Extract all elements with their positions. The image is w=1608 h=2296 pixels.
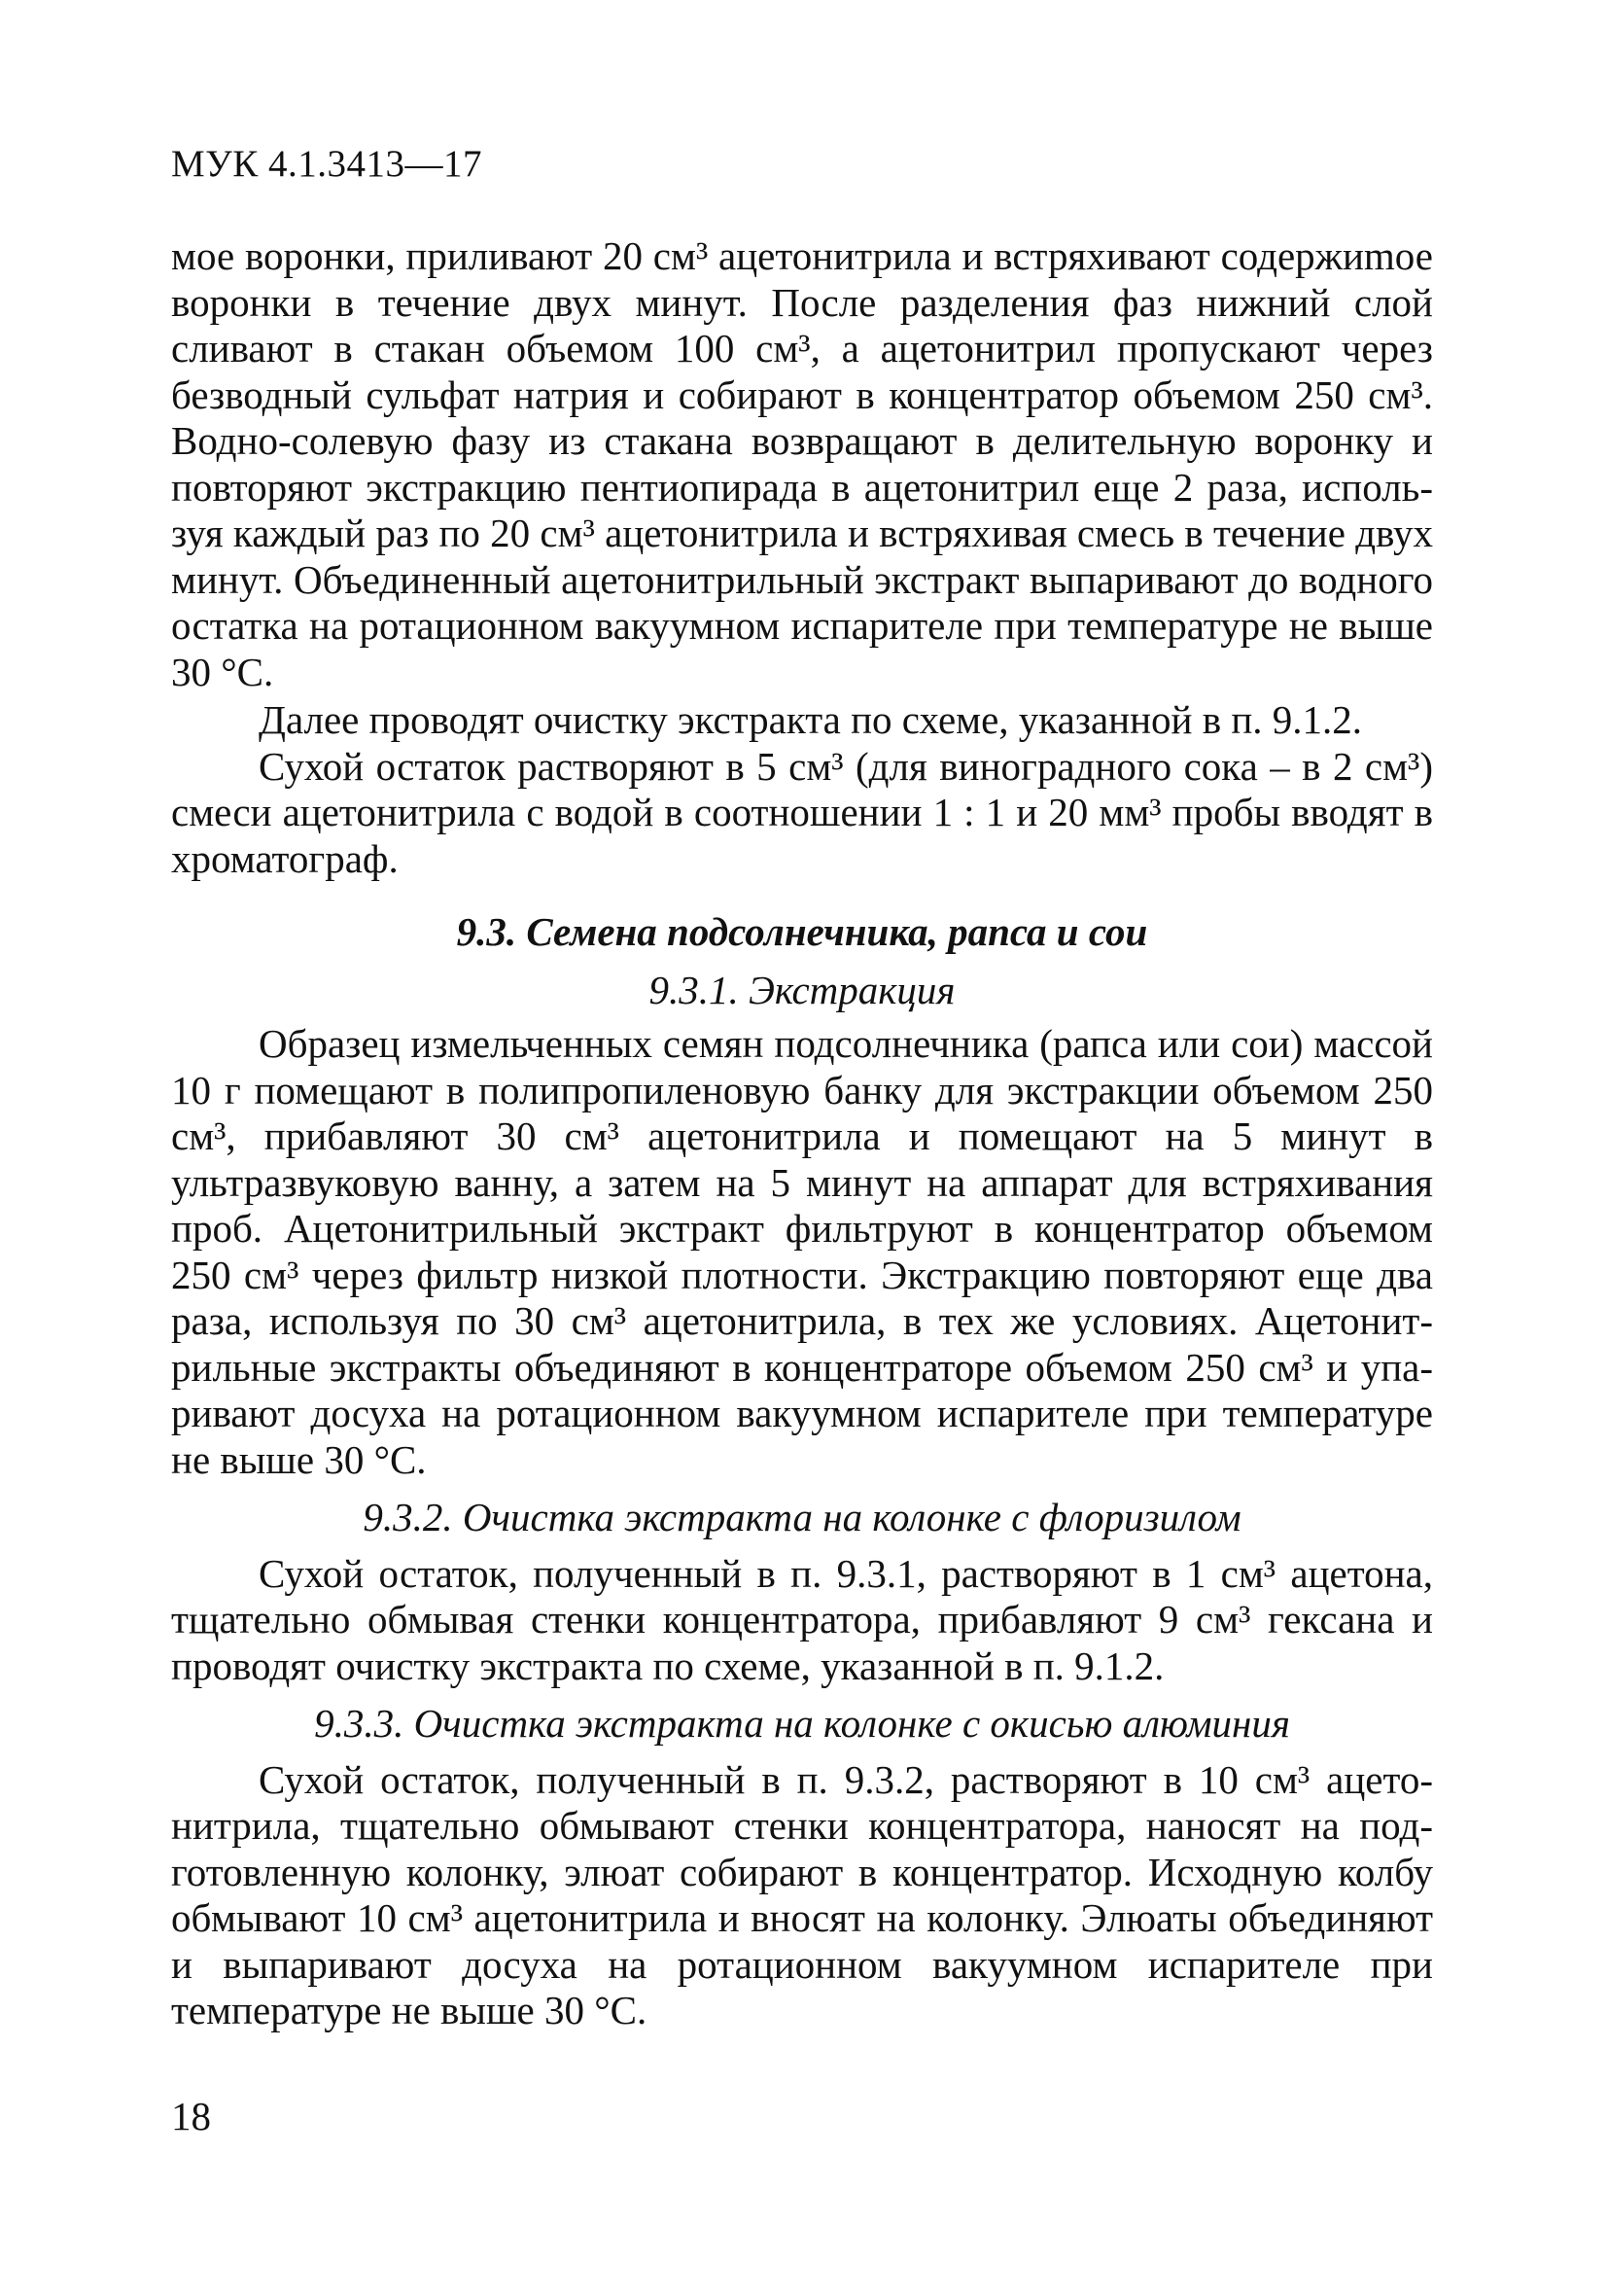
paragraph-dry-residue-dissolution: Сухой остаток растворяют в 5 см³ (для виноградного сока – в 2 см³) смеси ацетонитрила с водой в соотношении 1 : 1 и 20 мм³ пробы вводят в хроматограф. (171, 743, 1433, 881)
document-code-header: МУК 4.1.3413—17 (171, 143, 483, 185)
paragraph-seed-extraction: Образец измельченных семян подсолнечника (рапса или сои) массой 10 г помещают в полипропиленовую банку для экстракции объемом 250 см³, прибавляют 30 см³ ацетонитрила и помещают на 5 минут в ультразвуковую ванну, а затем на 5 минут на аппарат для встряхивания проб. Ацетонитрильный экстракт фильтруют в концентратор объемом 250 см³ через фильтр низкой плотности. Экстракцию повторяют еще два раза, используя по 30 см³ ацетонитрила, в тех же условиях. Ацетонитрильные экстракты объединяют в концентраторе объемом 250 см³ и упаривают досуха на ротационном вакуумном испарителе при температуре не выше 30 °С. (171, 1021, 1433, 1482)
paragraph-alumina-cleanup: Сухой остаток, полученный в п. 9.3.2, растворяют в 10 см³ ацетонитрила, тщательно обмывают стенки концентратора, наносят на подготовленную колонку, элюат собирают в концентратор. Исходную колбу обмывают 10 см³ ацетонитрила и вносят на колонку. Элюаты объединяют и выпаривают досуха на ротационном вакуумном испарителе при температуре не выше 30 °С. (171, 1756, 1433, 2032)
body-text (171, 233, 1433, 2034)
paragraph-cleanup-reference: Далее проводят очистку экстракта по схеме, указанной в п. 9.1.2. (259, 697, 1363, 742)
subsection-heading-9-3-1: 9.3.1. Экстракция (648, 967, 956, 1012)
subsection-heading-9-3-2: 9.3.2. Очистка экстракта на колонке с флоризилом (363, 1495, 1241, 1539)
subsection-heading-9-3-3: 9.3.3. Очистка экстракта на колонке с окисью алюминия (314, 1701, 1290, 1746)
paragraph-florisil-cleanup: Сухой остаток, полученный в п. 9.3.1, растворяют в 1 см³ ацетона, тщательно обмывая стенки концентратора, прибавляют 9 см³ гексана и проводят очистку экстракта по схеме, указанной в п. 9.1.2. (171, 1550, 1433, 1688)
paragraph-extraction-continued: мое воронки, приливают 20 см³ ацетонитрила и встряхивают содержиmое воронки в течение двух минут. После разделения фаз нижний слой сливают в стакан объемом 100 см³, а ацетонитрил пропускают через безводный сульфат натрия и собирают в концентратор объемом 250 см³. Водно-солевую фазу из стакана возвращают в делительную воронку и повторяют экстракцию пентиопирада в ацетонитрил еще 2 раза, используя каждый раз по 20 см³ ацетонитрила и встряхивая смесь в течение двух минут. Объединенный ацетонитрильный экстракт выпаривают до водного остатка на ротационном вакуумном испарителе при температуре не выше 30 °С. (171, 233, 1434, 694)
page-number: 18 (171, 2094, 211, 2138)
section-heading-9-3: 9.3. Семена подсолнечника, рапса и сои (456, 909, 1148, 954)
